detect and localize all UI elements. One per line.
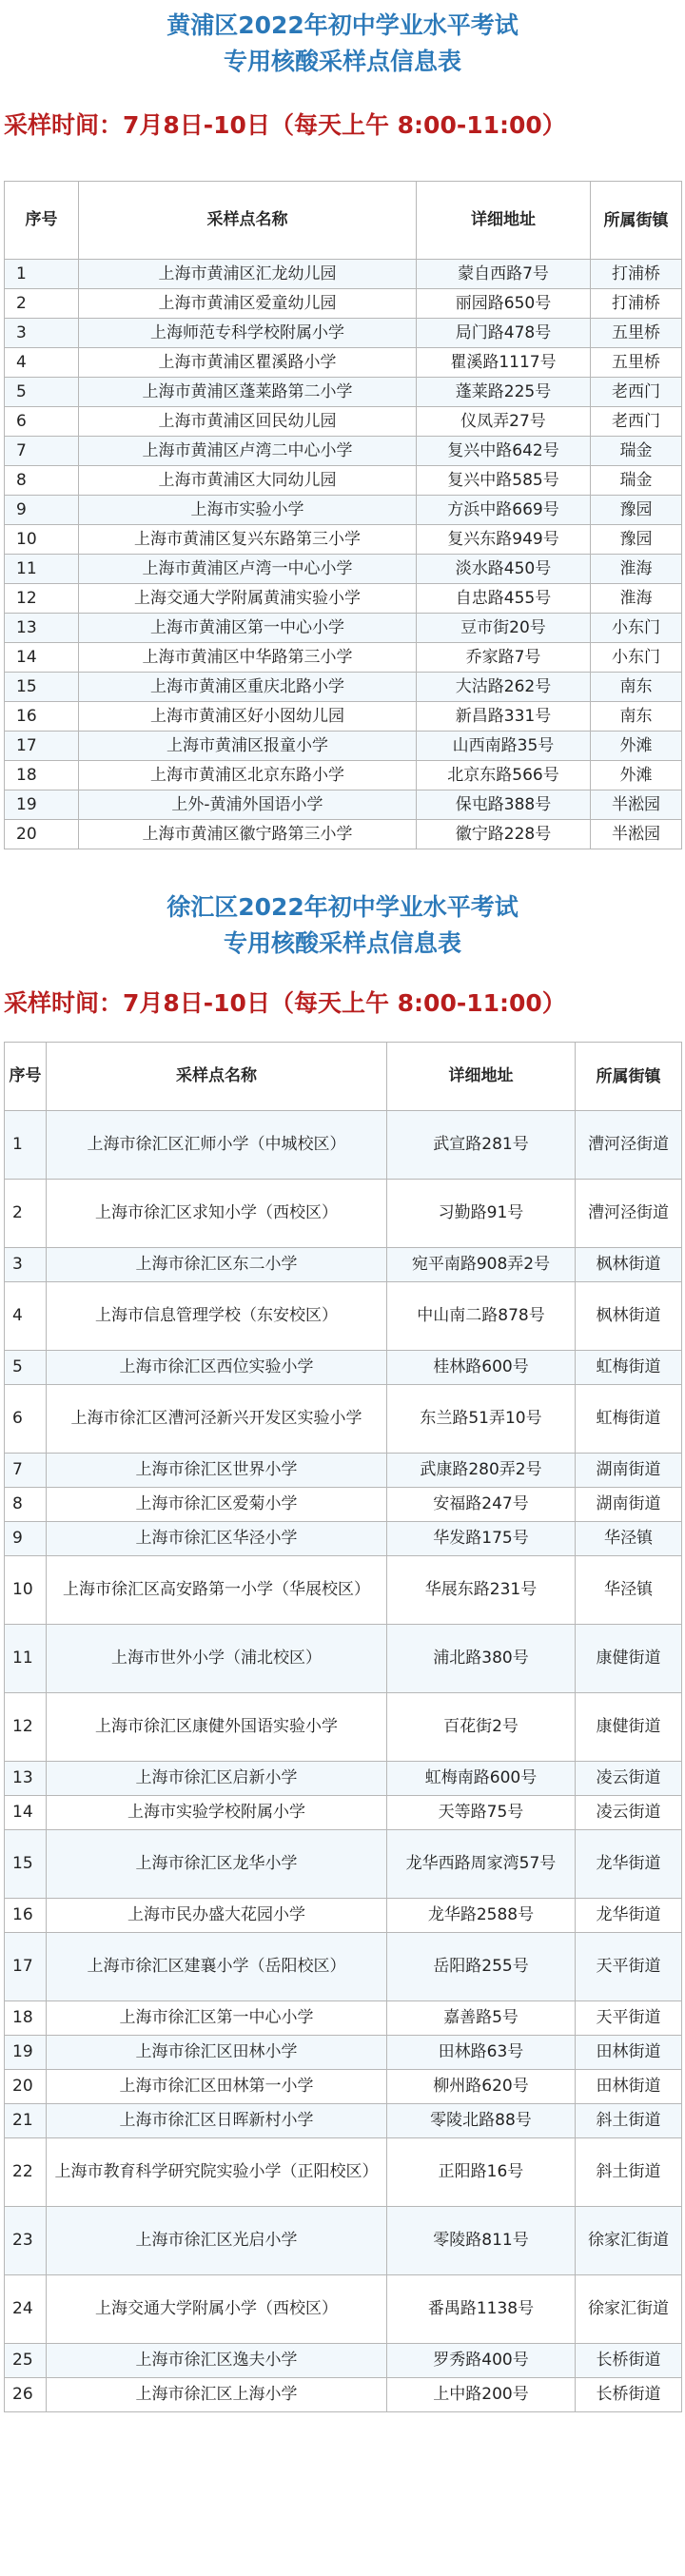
column-header-town: 所属街镇 <box>576 1043 682 1111</box>
table-row <box>5 2138 682 2207</box>
seq-cell: 12 <box>5 1693 47 1762</box>
name-cell: 上海市徐汇区田林第一小学 <box>47 2070 387 2104</box>
seq-cell: 13 <box>5 614 79 643</box>
table-row <box>5 1522 682 1556</box>
name-cell: 上海市徐汇区汇师小学（中城校区） <box>47 1111 387 1180</box>
address-cell: 华发路175号 <box>387 1522 576 1556</box>
town-cell: 长桥街道 <box>576 2344 682 2378</box>
table-row <box>5 289 682 319</box>
seq-cell: 17 <box>5 732 79 761</box>
name-cell: 上海市徐汇区逸夫小学 <box>47 2344 387 2378</box>
seq-cell: 11 <box>5 1625 47 1693</box>
seq-cell: 18 <box>5 761 79 790</box>
address-cell: 新昌路331号 <box>417 702 591 732</box>
table-row <box>5 1488 682 1522</box>
seq-cell: 6 <box>5 407 79 437</box>
town-cell: 老西门 <box>591 407 682 437</box>
table-row <box>5 790 682 820</box>
address-cell: 上中路200号 <box>387 2378 576 2412</box>
town-cell: 外滩 <box>591 761 682 790</box>
address-cell: 自忠路455号 <box>417 584 591 614</box>
address-cell: 豆市街20号 <box>417 614 591 643</box>
name-cell: 上海市实验学校附属小学 <box>47 1796 387 1830</box>
town-cell: 瑞金 <box>591 437 682 466</box>
column-header-town: 所属街镇 <box>591 182 682 260</box>
name-cell: 上海市徐汇区上海小学 <box>47 2378 387 2412</box>
name-cell: 上海市徐汇区高安路第一小学（华展校区） <box>47 1556 387 1625</box>
xuhui-sampling-time: 采样时间：7月8日-10日（每天上午 8:00-11:00） <box>4 989 566 1017</box>
column-header-no: 序号 <box>5 1043 47 1111</box>
town-cell: 淮海 <box>591 555 682 584</box>
seq-cell: 11 <box>5 555 79 584</box>
town-cell: 老西门 <box>591 378 682 407</box>
seq-cell: 13 <box>5 1762 47 1796</box>
column-header-name: 采样点名称 <box>47 1043 387 1111</box>
seq-cell: 7 <box>5 437 79 466</box>
address-cell: 乔家路7号 <box>417 643 591 673</box>
town-cell: 湖南街道 <box>576 1488 682 1522</box>
address-cell: 龙华西路周家湾57号 <box>387 1830 576 1899</box>
seq-cell: 5 <box>5 378 79 407</box>
seq-cell: 7 <box>5 1454 47 1488</box>
town-cell: 漕河泾街道 <box>576 1180 682 1248</box>
seq-cell: 20 <box>5 2070 47 2104</box>
xuhui-section <box>0 849 685 2412</box>
name-cell: 上海市黄浦区第一中心小学 <box>79 614 417 643</box>
town-cell: 龙华街道 <box>576 1830 682 1899</box>
address-cell: 浦北路380号 <box>387 1625 576 1693</box>
column-header-no: 序号 <box>5 182 79 260</box>
table-row <box>5 1180 682 1248</box>
town-cell: 华泾镇 <box>576 1522 682 1556</box>
address-cell: 罗秀路400号 <box>387 2344 576 2378</box>
address-cell: 东兰路51弄10号 <box>387 1385 576 1454</box>
table-row <box>5 2207 682 2275</box>
table-row <box>5 1248 682 1282</box>
address-cell: 岳阳路255号 <box>387 1933 576 2001</box>
name-cell: 上海市徐汇区启新小学 <box>47 1762 387 1796</box>
name-cell: 上海市徐汇区漕河泾新兴开发区实验小学 <box>47 1385 387 1454</box>
table-row <box>5 1762 682 1796</box>
town-cell: 外滩 <box>591 732 682 761</box>
name-cell: 上海市徐汇区华泾小学 <box>47 1522 387 1556</box>
name-cell: 上海市黄浦区复兴东路第三小学 <box>79 525 417 555</box>
seq-cell: 1 <box>5 1111 47 1180</box>
seq-cell: 4 <box>5 1282 47 1351</box>
address-cell: 山西南路35号 <box>417 732 591 761</box>
name-cell: 上海交通大学附属黄浦实验小学 <box>79 584 417 614</box>
name-cell: 上海市民办盛大花园小学 <box>47 1899 387 1933</box>
seq-cell: 23 <box>5 2207 47 2275</box>
table-row <box>5 702 682 732</box>
seq-cell: 22 <box>5 2138 47 2207</box>
table-row <box>5 1282 682 1351</box>
town-cell: 康健街道 <box>576 1693 682 1762</box>
seq-cell: 16 <box>5 1899 47 1933</box>
address-cell: 番禺路1138号 <box>387 2275 576 2344</box>
town-cell: 南东 <box>591 702 682 732</box>
name-cell: 上海市徐汇区龙华小学 <box>47 1830 387 1899</box>
seq-cell: 5 <box>5 1351 47 1385</box>
table-row <box>5 525 682 555</box>
town-cell: 龙华街道 <box>576 1899 682 1933</box>
town-cell: 天平街道 <box>576 1933 682 2001</box>
address-cell: 宛平南路908弄2号 <box>387 1248 576 1282</box>
table-row <box>5 378 682 407</box>
huangpu-table-body <box>5 182 682 849</box>
table-row <box>5 584 682 614</box>
seq-cell: 19 <box>5 790 79 820</box>
address-cell: 嘉善路5号 <box>387 2001 576 2036</box>
table-row <box>5 555 682 584</box>
name-cell: 上海师范专科学校附属小学 <box>79 319 417 348</box>
xuhui-table-body <box>5 1043 682 2412</box>
xuhui-title-line2: 专用核酸采样点信息表 <box>223 929 461 957</box>
town-cell: 田林街道 <box>576 2036 682 2070</box>
seq-cell: 25 <box>5 2344 47 2378</box>
address-cell: 田林路63号 <box>387 2036 576 2070</box>
name-cell: 上海市黄浦区蓬莱路第二小学 <box>79 378 417 407</box>
seq-cell: 8 <box>5 1488 47 1522</box>
table-row <box>5 1830 682 1899</box>
town-cell: 康健街道 <box>576 1625 682 1693</box>
table-row <box>5 260 682 289</box>
seq-cell: 3 <box>5 1248 47 1282</box>
address-cell: 柳州路620号 <box>387 2070 576 2104</box>
seq-cell: 6 <box>5 1385 47 1454</box>
table-row <box>5 1693 682 1762</box>
table-row <box>5 1933 682 2001</box>
address-cell: 复兴中路642号 <box>417 437 591 466</box>
name-cell: 上海交通大学附属小学（西校区） <box>47 2275 387 2344</box>
address-cell: 复兴东路949号 <box>417 525 591 555</box>
seq-cell: 8 <box>5 466 79 496</box>
table-row <box>5 1351 682 1385</box>
name-cell: 上海市实验小学 <box>79 496 417 525</box>
seq-cell: 18 <box>5 2001 47 2036</box>
table-row <box>5 319 682 348</box>
table-row <box>5 2344 682 2378</box>
name-cell: 上海市徐汇区西位实验小学 <box>47 1351 387 1385</box>
address-cell: 仪凤弄27号 <box>417 407 591 437</box>
name-cell: 上海市徐汇区爱菊小学 <box>47 1488 387 1522</box>
name-cell: 上海市黄浦区大同幼儿园 <box>79 466 417 496</box>
seq-cell: 14 <box>5 643 79 673</box>
town-cell: 半淞园 <box>591 790 682 820</box>
town-cell: 凌云街道 <box>576 1762 682 1796</box>
table-row <box>5 348 682 378</box>
seq-cell: 16 <box>5 702 79 732</box>
name-cell: 上海市徐汇区光启小学 <box>47 2207 387 2275</box>
name-cell: 上海市徐汇区求知小学（西校区） <box>47 1180 387 1248</box>
address-cell: 蒙自西路7号 <box>417 260 591 289</box>
name-cell: 上海市黄浦区报童小学 <box>79 732 417 761</box>
column-header-addr: 详细地址 <box>387 1043 576 1111</box>
name-cell: 上海市教育科学研究院实验小学（正阳校区） <box>47 2138 387 2207</box>
town-cell: 枫林街道 <box>576 1248 682 1282</box>
name-cell: 上海市徐汇区建襄小学（岳阳校区） <box>47 1933 387 2001</box>
name-cell: 上海市黄浦区回民幼儿园 <box>79 407 417 437</box>
table-row <box>5 732 682 761</box>
town-cell: 五里桥 <box>591 319 682 348</box>
seq-cell: 9 <box>5 1522 47 1556</box>
address-cell: 丽园路650号 <box>417 289 591 319</box>
table-row <box>5 1899 682 1933</box>
table-row <box>5 466 682 496</box>
table-row <box>5 1454 682 1488</box>
xuhui-table <box>4 1042 682 2412</box>
town-cell: 豫园 <box>591 525 682 555</box>
seq-cell: 24 <box>5 2275 47 2344</box>
table-row <box>5 643 682 673</box>
town-cell: 斜土街道 <box>576 2104 682 2138</box>
town-cell: 虹梅街道 <box>576 1385 682 1454</box>
name-cell: 上海市黄浦区中华路第三小学 <box>79 643 417 673</box>
table-row <box>5 2036 682 2070</box>
town-cell: 斜土街道 <box>576 2138 682 2207</box>
address-cell: 零陵北路88号 <box>387 2104 576 2138</box>
town-cell: 徐家汇街道 <box>576 2207 682 2275</box>
seq-cell: 15 <box>5 1830 47 1899</box>
town-cell: 徐家汇街道 <box>576 2275 682 2344</box>
huangpu-sampling-time: 采样时间：7月8日-10日（每天上午 8:00-11:00） <box>4 111 566 139</box>
table-row <box>5 2104 682 2138</box>
address-cell: 蓬莱路225号 <box>417 378 591 407</box>
table-header-row <box>5 1043 682 1111</box>
address-cell: 武康路280弄2号 <box>387 1454 576 1488</box>
town-cell: 长桥街道 <box>576 2378 682 2412</box>
table-row <box>5 820 682 849</box>
table-row <box>5 1625 682 1693</box>
table-header-row <box>5 182 682 260</box>
name-cell: 上海市黄浦区卢湾一中心小学 <box>79 555 417 584</box>
address-cell: 北京东路566号 <box>417 761 591 790</box>
seq-cell: 26 <box>5 2378 47 2412</box>
town-cell: 打浦桥 <box>591 260 682 289</box>
huangpu-title-line1: 黄浦区2022年初中学业水平考试 <box>166 11 519 39</box>
address-cell: 桂林路600号 <box>387 1351 576 1385</box>
table-row <box>5 614 682 643</box>
address-cell: 安福路247号 <box>387 1488 576 1522</box>
name-cell: 上海市信息管理学校（东安校区） <box>47 1282 387 1351</box>
town-cell: 小东门 <box>591 643 682 673</box>
name-cell: 上海市黄浦区徽宁路第三小学 <box>79 820 417 849</box>
table-row <box>5 1111 682 1180</box>
seq-cell: 20 <box>5 820 79 849</box>
table-row <box>5 2001 682 2036</box>
table-row <box>5 496 682 525</box>
address-cell: 百花街2号 <box>387 1693 576 1762</box>
address-cell: 瞿溪路1117号 <box>417 348 591 378</box>
address-cell: 虹梅南路600号 <box>387 1762 576 1796</box>
address-cell: 保屯路388号 <box>417 790 591 820</box>
xuhui-title-line1: 徐汇区2022年初中学业水平考试 <box>166 893 519 921</box>
name-cell: 上海市黄浦区好小囡幼儿园 <box>79 702 417 732</box>
town-cell: 田林街道 <box>576 2070 682 2104</box>
town-cell: 半淞园 <box>591 820 682 849</box>
address-cell: 正阳路16号 <box>387 2138 576 2207</box>
name-cell: 上海市徐汇区东二小学 <box>47 1248 387 1282</box>
address-cell: 徽宁路228号 <box>417 820 591 849</box>
seq-cell: 15 <box>5 673 79 702</box>
address-cell: 复兴中路585号 <box>417 466 591 496</box>
address-cell: 习勤路91号 <box>387 1180 576 1248</box>
town-cell: 南东 <box>591 673 682 702</box>
town-cell: 瑞金 <box>591 466 682 496</box>
huangpu-table <box>4 181 682 849</box>
table-row <box>5 673 682 702</box>
address-cell: 大沽路262号 <box>417 673 591 702</box>
town-cell: 打浦桥 <box>591 289 682 319</box>
table-row <box>5 2275 682 2344</box>
seq-cell: 10 <box>5 1556 47 1625</box>
column-header-addr: 详细地址 <box>417 182 591 260</box>
huangpu-section <box>0 0 685 849</box>
seq-cell: 1 <box>5 260 79 289</box>
address-cell: 零陵路811号 <box>387 2207 576 2275</box>
town-cell: 凌云街道 <box>576 1796 682 1830</box>
name-cell: 上海市黄浦区汇龙幼儿园 <box>79 260 417 289</box>
table-row <box>5 437 682 466</box>
table-row <box>5 2070 682 2104</box>
seq-cell: 2 <box>5 1180 47 1248</box>
name-cell: 上海市黄浦区重庆北路小学 <box>79 673 417 702</box>
name-cell: 上海市黄浦区爱童幼儿园 <box>79 289 417 319</box>
address-cell: 局门路478号 <box>417 319 591 348</box>
seq-cell: 2 <box>5 289 79 319</box>
seq-cell: 19 <box>5 2036 47 2070</box>
table-row <box>5 2378 682 2412</box>
address-cell: 中山南二路878号 <box>387 1282 576 1351</box>
address-cell: 华展东路231号 <box>387 1556 576 1625</box>
town-cell: 虹梅街道 <box>576 1351 682 1385</box>
town-cell: 华泾镇 <box>576 1556 682 1625</box>
column-header-name: 采样点名称 <box>79 182 417 260</box>
town-cell: 五里桥 <box>591 348 682 378</box>
name-cell: 上海市黄浦区瞿溪路小学 <box>79 348 417 378</box>
name-cell: 上海市黄浦区卢湾二中心小学 <box>79 437 417 466</box>
town-cell: 天平街道 <box>576 2001 682 2036</box>
seq-cell: 12 <box>5 584 79 614</box>
name-cell: 上外-黄浦外国语小学 <box>79 790 417 820</box>
town-cell: 小东门 <box>591 614 682 643</box>
table-row <box>5 1385 682 1454</box>
seq-cell: 17 <box>5 1933 47 2001</box>
address-cell: 淡水路450号 <box>417 555 591 584</box>
seq-cell: 10 <box>5 525 79 555</box>
seq-cell: 21 <box>5 2104 47 2138</box>
address-cell: 方浜中路669号 <box>417 496 591 525</box>
address-cell: 天等路75号 <box>387 1796 576 1830</box>
table-row <box>5 1556 682 1625</box>
table-row <box>5 761 682 790</box>
town-cell: 枫林街道 <box>576 1282 682 1351</box>
address-cell: 龙华路2588号 <box>387 1899 576 1933</box>
town-cell: 漕河泾街道 <box>576 1111 682 1180</box>
address-cell: 武宣路281号 <box>387 1111 576 1180</box>
table-row <box>5 407 682 437</box>
town-cell: 豫园 <box>591 496 682 525</box>
seq-cell: 9 <box>5 496 79 525</box>
seq-cell: 4 <box>5 348 79 378</box>
town-cell: 湖南街道 <box>576 1454 682 1488</box>
town-cell: 淮海 <box>591 584 682 614</box>
table-row <box>5 1796 682 1830</box>
seq-cell: 3 <box>5 319 79 348</box>
name-cell: 上海市徐汇区日晖新村小学 <box>47 2104 387 2138</box>
name-cell: 上海市徐汇区第一中心小学 <box>47 2001 387 2036</box>
name-cell: 上海市世外小学（浦北校区） <box>47 1625 387 1693</box>
name-cell: 上海市徐汇区世界小学 <box>47 1454 387 1488</box>
huangpu-title-line2: 专用核酸采样点信息表 <box>223 48 461 75</box>
name-cell: 上海市徐汇区田林小学 <box>47 2036 387 2070</box>
seq-cell: 14 <box>5 1796 47 1830</box>
name-cell: 上海市黄浦区北京东路小学 <box>79 761 417 790</box>
name-cell: 上海市徐汇区康健外国语实验小学 <box>47 1693 387 1762</box>
